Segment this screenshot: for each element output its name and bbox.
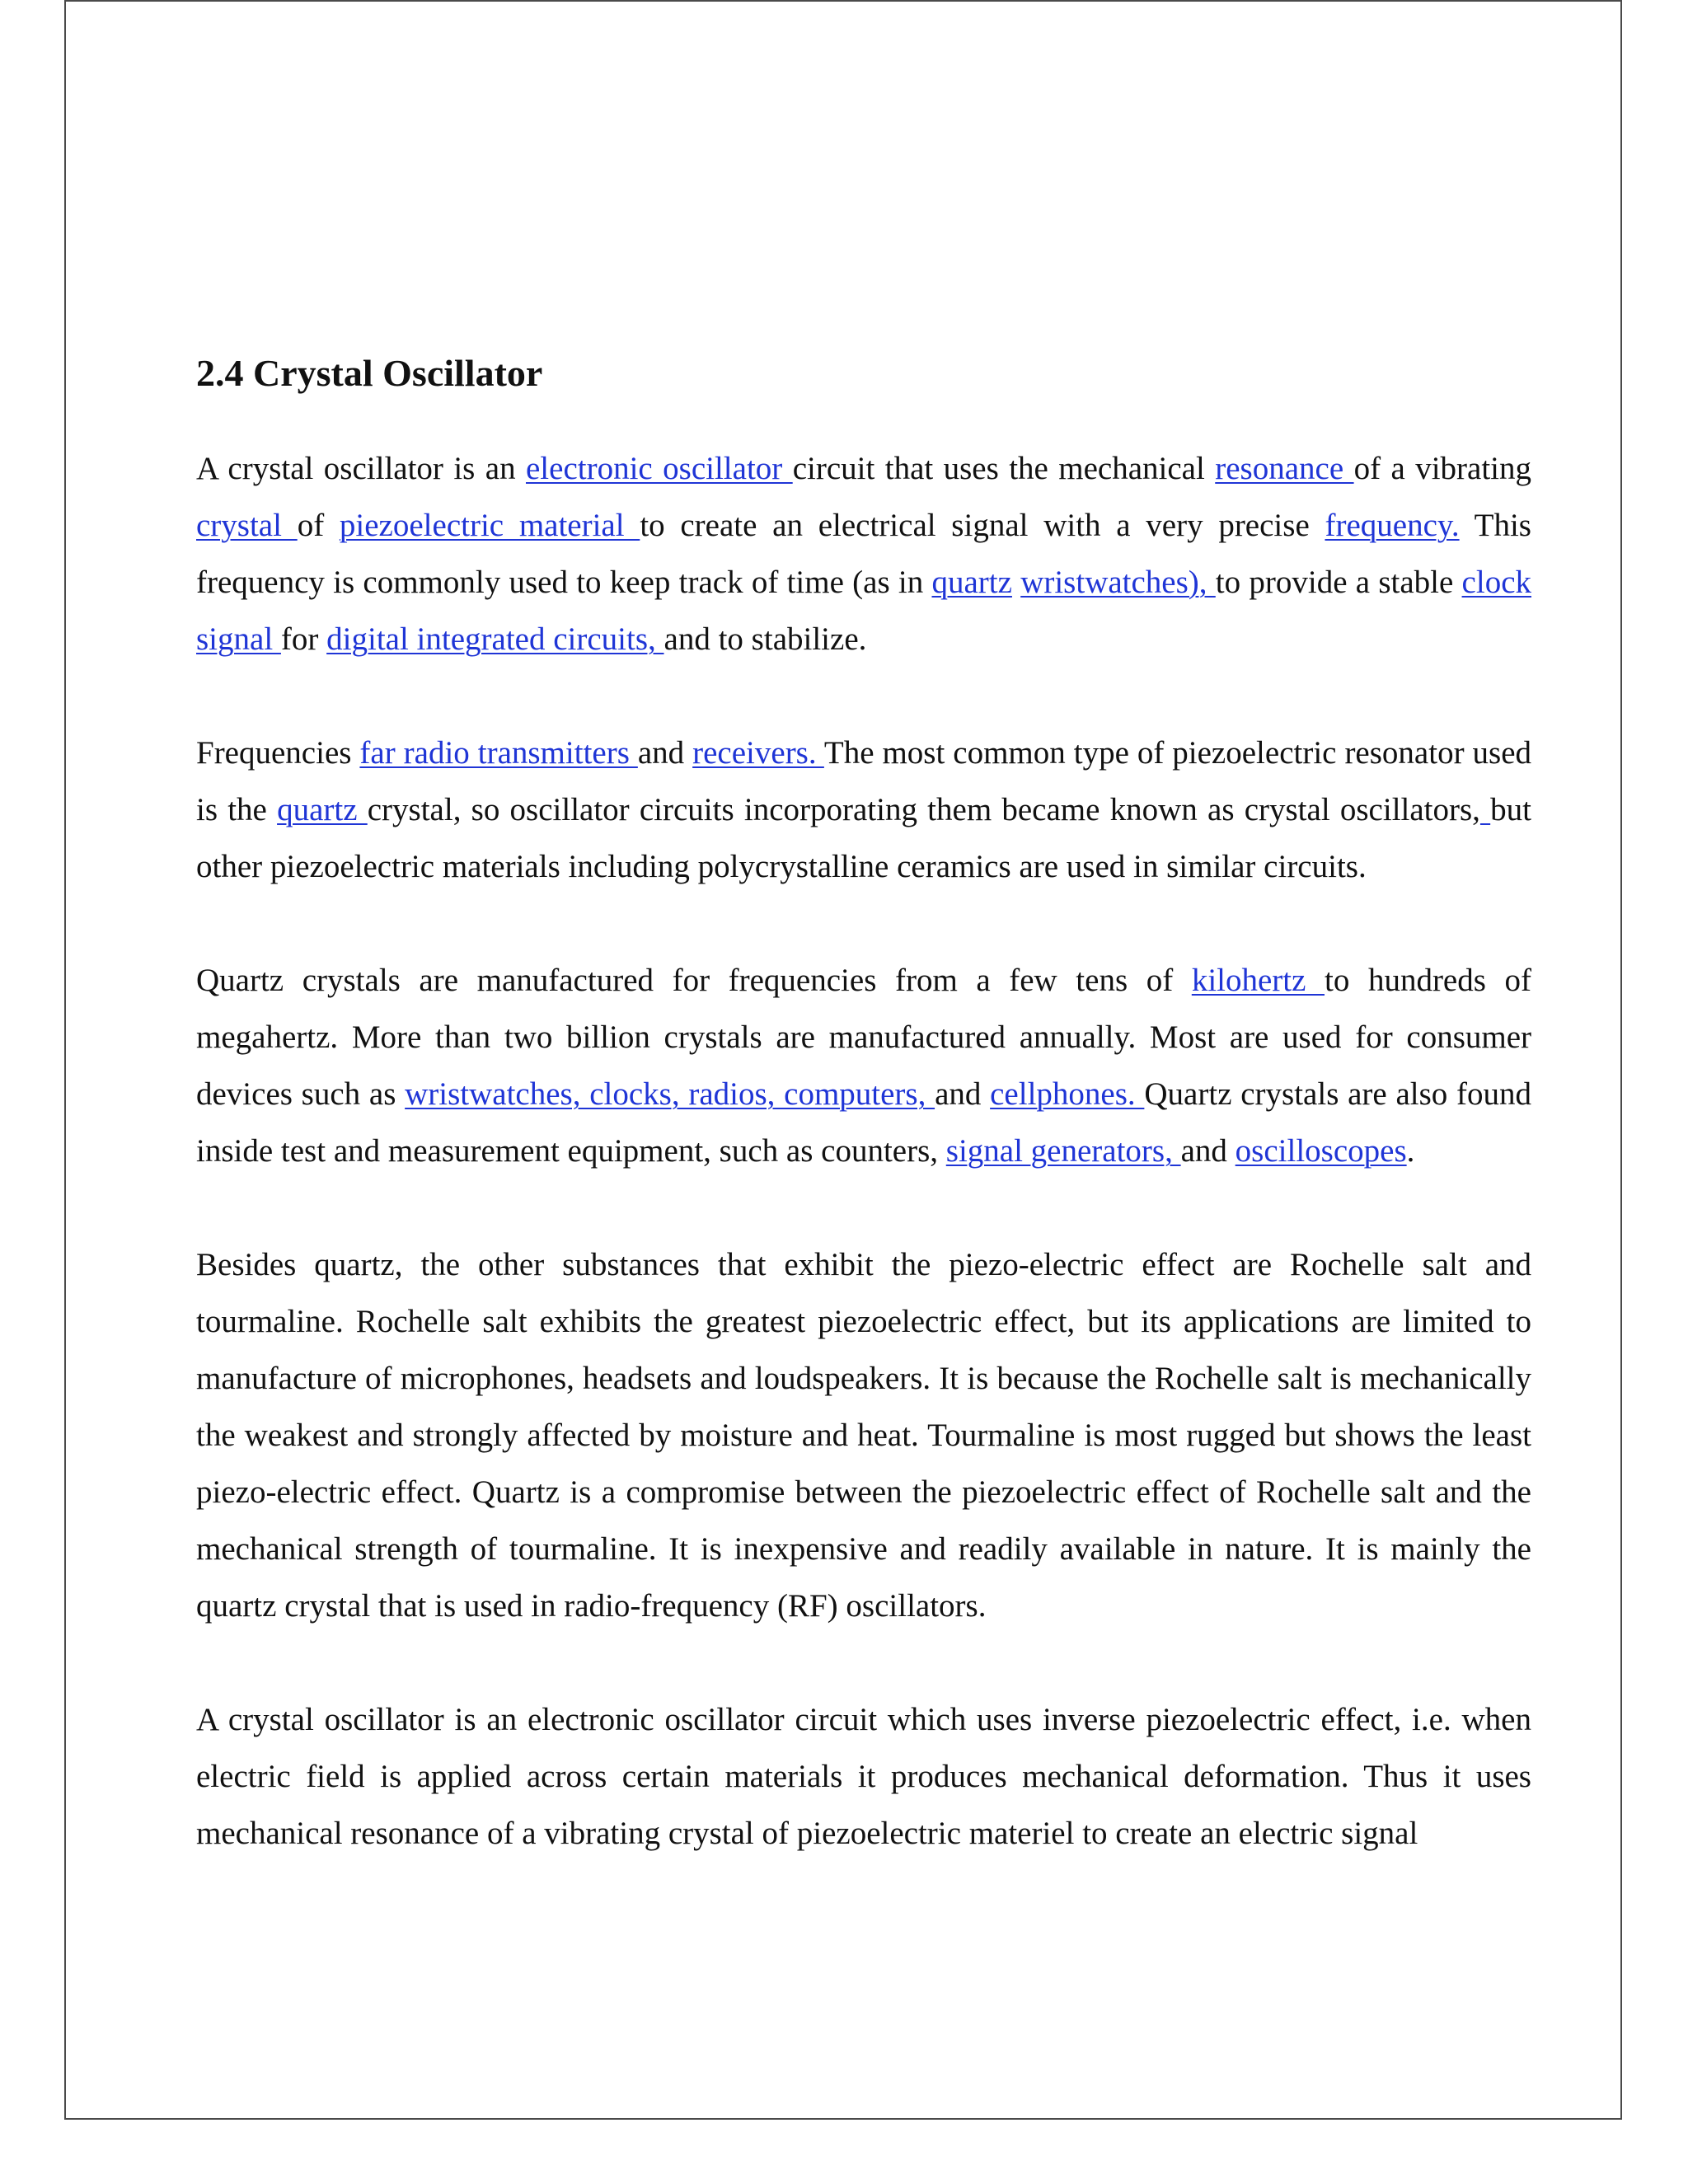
paragraph-5 [196, 1691, 1531, 1862]
link-digital-integrated-circuits[interactable]: digital integrated circuits, [326, 621, 664, 657]
paragraph-3 [196, 952, 1531, 1179]
paragraph-text: to create an electrical signal with a very precise [640, 508, 1325, 543]
link-signal-generators[interactable]: signal generators, [945, 1133, 1181, 1169]
link-receivers[interactable]: receivers. [692, 735, 824, 771]
paragraph-text: and [637, 735, 693, 771]
paragraph-1 [196, 440, 1531, 668]
paragraph-text: Besides quartz, the other substances that exhibit the piezo-electric effect are Rochelle salt and tourmaline. Rochelle salt exhibits the greatest piezoelectric effect, but its applications are limited to manufacture of microphones, headsets and loudspeakers. It is because the Rochelle salt is mechanically the weakest and strongly affected by moisture and heat. Tourmaline is most rugged but shows the least piezo-electric effect. Quartz is a compromise between the piezoelectric effect of Rochelle salt and the mechanical strength of tourmaline. It is inexpensive and readily available in nature. It is mainly the quartz crystal that is used in radio-frequency (RF) oscillators. [196, 1247, 1531, 1624]
paragraph-text: A crystal oscillator is an electronic oscillator circuit which uses inverse piezoelectric effect, i.e. when electric field is applied across certain materials it produces mechanical deformation. Thus it uses mechanical resonance of a vibrating crystal of piezoelectric materiel to create an electric signal [196, 1702, 1531, 1851]
paragraph-text: Frequencies [196, 735, 360, 771]
link-piezoelectric-material[interactable]: piezoelectric material [339, 508, 640, 543]
paragraph-text: of a vibrating [1353, 451, 1532, 486]
link-kilohertz[interactable]: kilohertz [1191, 963, 1325, 998]
paragraph-text: circuit that uses the mechanical [792, 451, 1216, 486]
paragraph-text: crystal, so oscillator circuits incorporating them became known as crystal oscillators, [367, 792, 1480, 827]
paragraph-text: and [935, 1076, 991, 1112]
section-title: 2.4 Crystal Oscillator [196, 352, 543, 394]
paragraph-4 [196, 1236, 1531, 1634]
paragraph-text: of [297, 508, 340, 543]
link-quartz-2[interactable]: quartz [277, 792, 368, 827]
link-radio-transmitters[interactable]: far radio transmitters [359, 735, 638, 771]
link-crystal[interactable]: crystal [196, 508, 298, 543]
paragraph-text: The most common type of piezoelectric resonator used is the [196, 735, 1532, 827]
paragraph-text: to hundreds of megahertz. More than two billion crystals are manufactured annually. Most are used for consumer devices such as [196, 963, 1531, 1112]
link-quartz[interactable]: quartz [931, 565, 1012, 600]
document-body [196, 346, 1531, 1919]
link-wristwatches[interactable]: wristwatches), [1020, 565, 1216, 600]
paragraph-text: This frequency is commonly used to keep track of time (as in [196, 508, 1531, 600]
link-clock-signal[interactable]: clock signal [196, 565, 1532, 657]
link-frequency[interactable]: frequency. [1325, 508, 1460, 543]
paragraph-2 [196, 724, 1531, 895]
link-electronic-oscillator[interactable]: electronic oscillator [526, 451, 793, 486]
paragraph-text: Quartz crystals are manufactured for frequencies from a few tens of [196, 963, 1192, 998]
paragraph-text: but other piezoelectric materials including polycrystalline ceramics are used in similar circuits. [196, 792, 1531, 884]
paragraph-text: and to stabilize. [663, 621, 867, 657]
paragraph-text: Quartz crystals are also found inside test and measurement equipment, such as counters, [196, 1076, 1531, 1169]
paragraph-text: A crystal oscillator is an [196, 451, 526, 486]
link-cellphones[interactable]: cellphones. [990, 1076, 1145, 1112]
paragraph-text: and [1180, 1133, 1236, 1169]
paragraph-text: for [280, 621, 327, 657]
paragraph-text: to provide a stable [1215, 565, 1462, 600]
paragraph-text: . [1406, 1133, 1415, 1169]
link-blank[interactable] [1480, 792, 1490, 827]
link-oscilloscopes[interactable]: oscilloscopes [1235, 1133, 1407, 1169]
paragraph-text [1012, 565, 1020, 600]
link-resonance[interactable]: resonance [1215, 451, 1354, 486]
paragraphs-container [196, 440, 1531, 1862]
link-consumer-devices[interactable]: wristwatches, clocks, radios, computers, [405, 1076, 935, 1112]
